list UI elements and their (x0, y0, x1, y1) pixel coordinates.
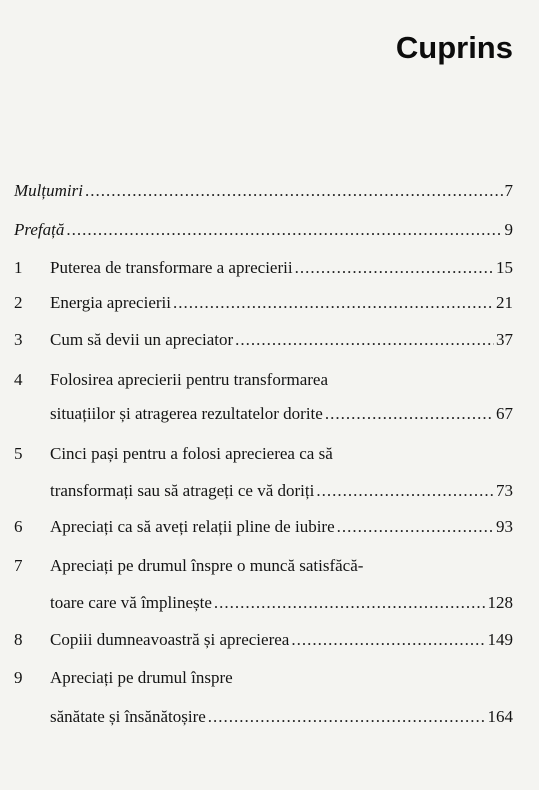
toc-entry-chapter-7 (14, 553, 513, 579)
chapter-number: 5 (14, 444, 23, 463)
chapter-number: 3 (14, 330, 23, 349)
toc-page-number: 15 (496, 258, 513, 277)
toc-entry-title-line-2: situațiilor și atragerea rezultatelor dorite (50, 404, 323, 423)
chapter-number: 8 (14, 630, 23, 649)
toc-page-number: 93 (496, 517, 513, 536)
toc-page-number: 21 (496, 293, 513, 312)
toc-entry-title-line-1: Apreciați pe drumul înspre (50, 668, 233, 687)
toc-entry-title: Copiii dumneavoastră și aprecierea (50, 630, 290, 649)
toc-entry-title-line-1: Folosirea aprecierii pentru transformarea (50, 370, 329, 389)
toc-entry-chapter-5-continued (50, 478, 513, 504)
chapter-number: 2 (14, 293, 23, 312)
toc-entry-chapter-9-continued (50, 704, 513, 730)
leader-dots (316, 478, 494, 504)
toc-entry-title-line-1: Apreciați pe drumul înspre o muncă satisfăcă- (50, 556, 364, 575)
toc-entry-title-line-2: transformați sau să atrageți ce vă doriți (50, 481, 315, 500)
toc-entry-title: Cum să devii un apreciator (50, 330, 234, 349)
toc-page-number: 128 (487, 593, 513, 612)
toc-entry-chapter-8 (14, 627, 513, 653)
leader-dots (291, 627, 485, 653)
toc-entry-chapter-4 (14, 367, 513, 393)
page-title: Cuprins (395, 30, 513, 65)
toc-entry-title-line-1: Cinci pași pentru a folosi aprecierea ca să (50, 444, 333, 463)
toc-entry-prefata (14, 217, 513, 243)
toc-page-number: 37 (496, 330, 513, 349)
toc-page-number: 73 (496, 481, 513, 500)
toc-entry-title: Puterea de transformare a aprecierii (50, 258, 293, 277)
toc-page-number: 164 (487, 707, 513, 726)
chapter-number: 1 (14, 258, 23, 277)
toc-entry-chapter-4-continued (50, 401, 513, 427)
chapter-number: 9 (14, 668, 23, 687)
leader-dots (325, 401, 494, 427)
leader-dots (66, 217, 502, 243)
toc-entry-chapter-3 (14, 327, 513, 353)
toc-entry-chapter-2 (14, 290, 513, 316)
toc-entry-multumiri (14, 178, 513, 204)
toc-page-number: 9 (504, 220, 513, 239)
toc-page-number: 67 (496, 404, 513, 423)
toc-entry-title: Apreciați ca să aveți relații pline de iubire (50, 517, 335, 536)
leader-dots (214, 590, 486, 616)
toc-entry-chapter-7-continued (50, 590, 513, 616)
toc-entry-chapter-1 (14, 255, 513, 281)
leader-dots (85, 178, 503, 204)
toc-page-number: 7 (504, 181, 513, 200)
leader-dots (337, 514, 494, 540)
toc-entry-title: Energia aprecierii (50, 293, 171, 312)
toc-entry-chapter-9 (14, 665, 513, 691)
toc-entry-chapter-5 (14, 441, 513, 467)
leader-dots (235, 327, 494, 353)
chapter-number: 4 (14, 370, 23, 389)
chapter-number: 6 (14, 517, 23, 536)
toc-entry-title-line-2: sănătate și însănătoșire (50, 707, 206, 726)
toc-entry-title-line-2: toare care vă împlinește (50, 593, 212, 612)
toc-entry-title: Mulțumiri (14, 181, 83, 200)
leader-dots (173, 290, 494, 316)
leader-dots (208, 704, 486, 730)
toc-entry-title: Prefață (14, 220, 65, 239)
toc-page-number: 149 (487, 630, 513, 649)
chapter-number: 7 (14, 556, 23, 575)
leader-dots (295, 255, 494, 281)
toc-entry-chapter-6 (14, 514, 513, 540)
